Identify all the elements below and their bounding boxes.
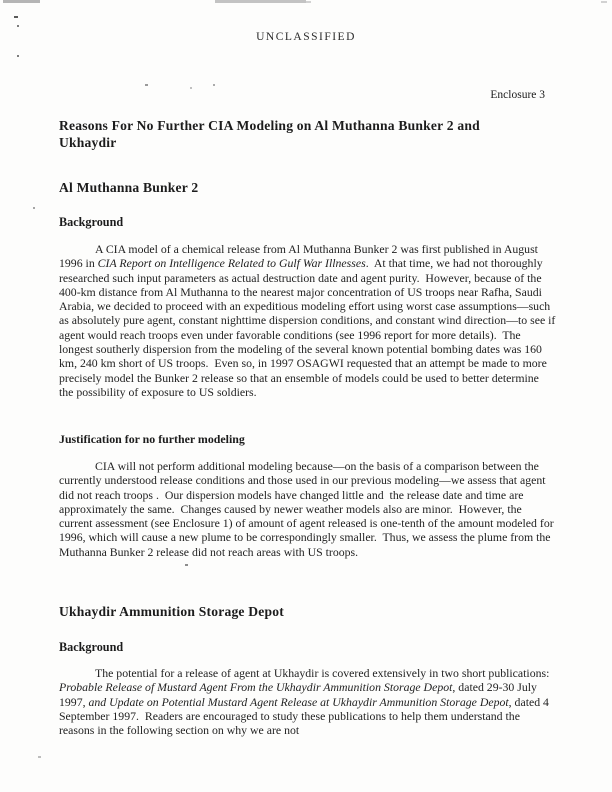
scan-artifact xyxy=(601,1,607,3)
paragraph-muthanna-background: A CIA model of a chemical release from Al Muthanna Bunker 2 was first published in August 1996 in CIA Report on Intelligence Related to Gulf War Illnesses. At that time, we had not thoroughly researched such input parameters as actual destruction date and agent purity. However, because of the 400-km distance from Al Muthanna to the nearest major concentration of US troops near Rafha, Saudi Arabia, we decided to proceed with an expeditious modeling effort using worst case assumptions—such as absolutely pure agent, constant nighttime dispersion conditions, and constant wind direction—to see if agent would reach troops even under favorable conditions (see 1996 report for more details). The longest southerly dispersion from the modeling of the several known potential bombing dates was 160 km, 240 km short of US troops. Even so, in 1997 OSAGWI requested that an attempt be made to more precisely model the Bunker 2 release so that an ensemble of models could be used to better determine the possibility of exposure to US soldiers. xyxy=(59,242,559,399)
scan-artifact xyxy=(215,0,306,3)
classification-marking: UNCLASSIFIED xyxy=(256,31,356,43)
subsection-heading-background-muthanna: Background xyxy=(59,215,124,229)
subsection-heading-justification: Justification for no further modeling xyxy=(59,432,245,446)
scan-artifact xyxy=(145,84,148,86)
scan-artifact xyxy=(190,87,192,89)
scan-artifact xyxy=(185,564,188,566)
document-title: Reasons For No Further CIA Modeling on Al Muthanna Bunker 2 and Ukhaydir xyxy=(59,118,480,150)
paragraph-justification: CIA will not perform additional modeling because—on the basis of a comparison between the currently understood release conditions and those used in our previous modeling—we assess that agent did not reach troops . Our dispersion models have changed little and the release date and time are approximately the same. Changes caused by newer weather models also are minor. However, the current assessment (see Enclosure 1) of amount of agent released is one-tenth of the amount modeled for 1996, which will cause a new plume to be correspondingly smaller. Thus, we assess the plume from the Muthanna Bunker 2 release did not reach areas with US troops. xyxy=(59,459,557,559)
scan-artifact xyxy=(33,207,35,209)
scan-artifact xyxy=(38,756,41,758)
scan-artifact xyxy=(17,25,19,27)
enclosure-label: Enclosure 3 xyxy=(490,89,545,101)
scan-artifact xyxy=(17,55,19,57)
section-heading-ukhaydir-depot: Ukhaydir Ammunition Storage Depot xyxy=(59,604,285,619)
scan-artifact xyxy=(306,1,311,3)
section-heading-al-muthanna-bunker-2: Al Muthanna Bunker 2 xyxy=(59,180,199,195)
subsection-heading-background-ukhaydir: Background xyxy=(59,640,124,654)
paragraph-ukhaydir-background: The potential for a release of agent at Ukhaydir is covered extensively in two short publications: Probable Release of Mustard Agent From the Ukhaydir Ammunition Storage Depot, dated 29-30 July 1997, and Update on Potential Mustard Agent Release at Ukhaydir Ammunition Storage Depot, dated 4 September 1997. Readers are encouraged to study these publications to help them understand the reasons in the following section on why we are not xyxy=(59,666,553,738)
scan-artifact xyxy=(213,84,215,86)
scan-artifact xyxy=(3,0,40,3)
scan-artifact xyxy=(14,16,18,18)
